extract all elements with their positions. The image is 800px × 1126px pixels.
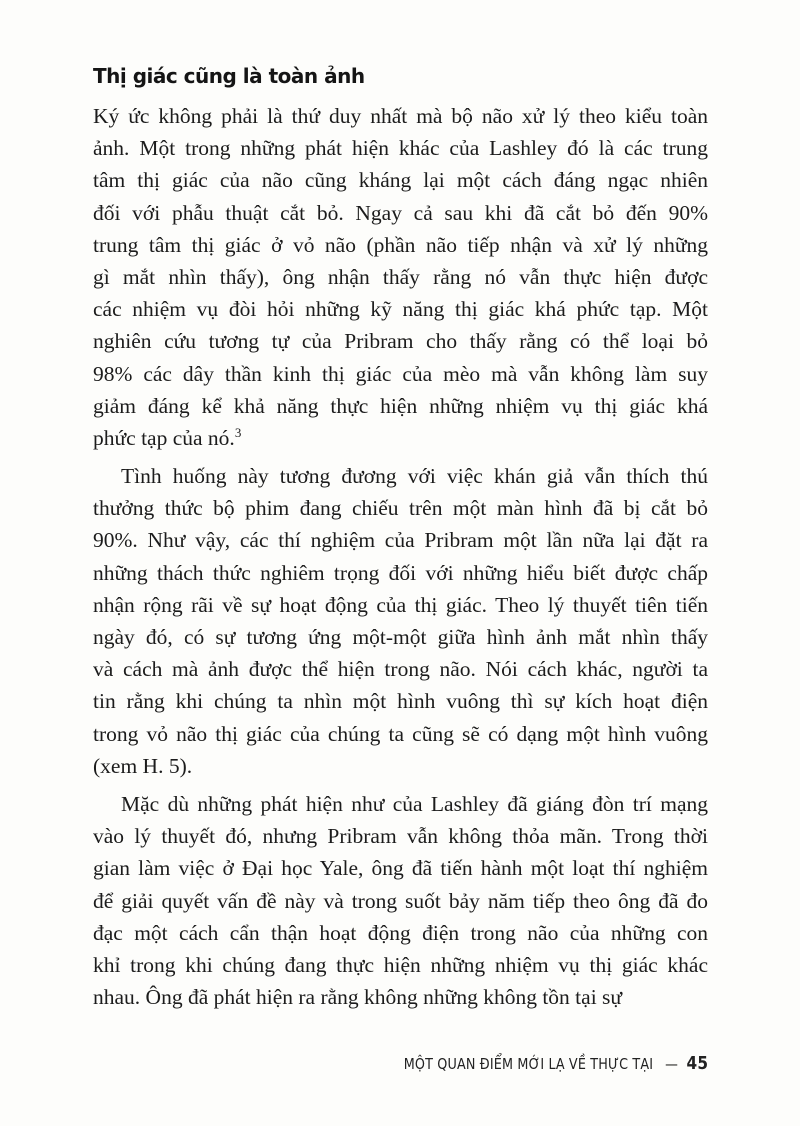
line-text: giảm đáng kể khả năng thực hiện những nhiệm vụ thị giác khá — [93, 393, 708, 418]
line-text: các nhiệm vụ đòi hỏi những kỹ năng thị giác khá phức tạp. Một — [93, 297, 708, 322]
line-text: 98% các dây thần kinh thị giác của mèo mà vẫn không làm suy — [93, 361, 708, 386]
line-text: tin rằng khi chúng ta nhìn một hình vuông thì sự kích hoạt điện — [93, 689, 708, 714]
line-text: gian làm việc ở Đại học Yale, ông đã tiến hành một loạt thí nghiệm — [93, 856, 708, 881]
section-title: Thị giác cũng là toàn ảnh — [93, 64, 365, 88]
line-text: Mặc dù những phát hiện như của Lashley đã giáng đòn trí mạng — [121, 791, 708, 816]
line-text: khỉ trong khi chúng đang thực hiện những nhiệm vụ thị giác khác — [93, 952, 708, 977]
page-footer — [404, 1053, 708, 1074]
text-line — [93, 132, 708, 164]
text-line — [93, 685, 708, 717]
text-line — [93, 885, 708, 917]
line-text: ảnh. Một trong những phát hiện khác của Lashley đó là các trung — [93, 136, 708, 161]
text-line — [93, 460, 708, 492]
line-text: vào lý thuyết đó, nhưng Pribram vẫn không thỏa mãn. Trong thời — [93, 824, 708, 849]
line-text: để giải quyết vấn đề này và trong suốt bảy năm tiếp theo ông đã đo — [93, 888, 708, 913]
line-text: Tình huống này tương đương với việc khán giả vẫn thích thú — [121, 464, 708, 489]
line-text: nghiên cứu tương tự của Pribram cho thấy rằng có thể loại bỏ — [93, 329, 708, 354]
text-line — [93, 589, 708, 621]
text-line — [93, 164, 708, 196]
body-text — [93, 100, 708, 1019]
line-text: đối với phẫu thuật cắt bỏ. Ngay cả sau khi đã cắt bỏ đến 90% — [93, 200, 708, 225]
paragraph — [93, 788, 708, 1013]
text-line — [93, 197, 708, 229]
text-line — [93, 261, 708, 293]
text-line — [93, 100, 708, 132]
text-line — [93, 390, 708, 422]
text-line — [93, 917, 708, 949]
line-text: Ký ức không phải là thứ duy nhất mà bộ não xử lý theo kiểu toàn — [93, 104, 708, 128]
line-text: trung tâm thị giác ở vỏ não (phần não tiếp nhận và xử lý những — [93, 232, 708, 257]
line-text: tâm thị giác của não cũng kháng lại một cách đáng ngạc nhiên — [93, 168, 708, 193]
text-line — [93, 949, 708, 981]
line-text: gì mắt nhìn thấy), ông nhận thấy rằng nó vẫn thực hiện được — [93, 264, 708, 289]
line-text: những thách thức nghiêm trọng đối với những hiểu biết được chấp — [93, 560, 708, 585]
text-line — [93, 621, 708, 653]
line-text: và cách mà ảnh được thể hiện trong não. Nói cách khác, người ta — [93, 657, 708, 682]
line-text: thưởng thức bộ phim đang chiếu trên một màn hình đã bị cắt bỏ — [93, 496, 708, 521]
text-line — [93, 557, 708, 589]
page-number: 45 — [686, 1053, 708, 1074]
text-line — [93, 852, 708, 884]
paragraph — [93, 460, 708, 782]
text-line — [93, 229, 708, 261]
paragraph — [93, 100, 708, 454]
text-line — [93, 788, 708, 820]
text-line — [93, 653, 708, 685]
text-line — [93, 293, 708, 325]
line-text: nhau. Ông đã phát hiện ra rằng không những không tồn tại sự — [93, 985, 623, 1010]
text-line — [93, 718, 708, 750]
text-line — [93, 750, 708, 782]
text-line — [93, 820, 708, 852]
line-text: nhận rộng rãi về sự hoạt động của thị giác. Theo lý thuyết tiên tiến — [93, 592, 708, 617]
text-line — [93, 524, 708, 556]
running-title: MỘT QUAN ĐIỂM MỚI LẠ VỀ THỰC TẠI — [403, 1055, 654, 1073]
text-line — [93, 358, 708, 390]
line-text: phức tạp của nó. — [93, 425, 235, 450]
line-text: ngày đó, có sự tương ứng một-một giữa hình ảnh mắt nhìn thấy — [93, 625, 708, 649]
line-text: (xem H. 5). — [93, 753, 193, 778]
line-text: 90%. Như vậy, các thí nghiệm của Pribram một lần nữa lại đặt ra — [93, 528, 708, 553]
text-line — [93, 492, 708, 524]
text-line — [93, 981, 708, 1013]
footnote-marker[interactable]: 3 — [234, 424, 242, 440]
line-text: đạc một cách cẩn thận hoạt động điện trong não của những con — [93, 920, 708, 945]
footer-dash: — — [664, 1055, 678, 1073]
text-line — [93, 422, 708, 454]
text-line — [93, 325, 708, 357]
line-text: trong vỏ não thị giác của chúng ta cũng sẽ có dạng một hình vuông — [93, 721, 708, 746]
